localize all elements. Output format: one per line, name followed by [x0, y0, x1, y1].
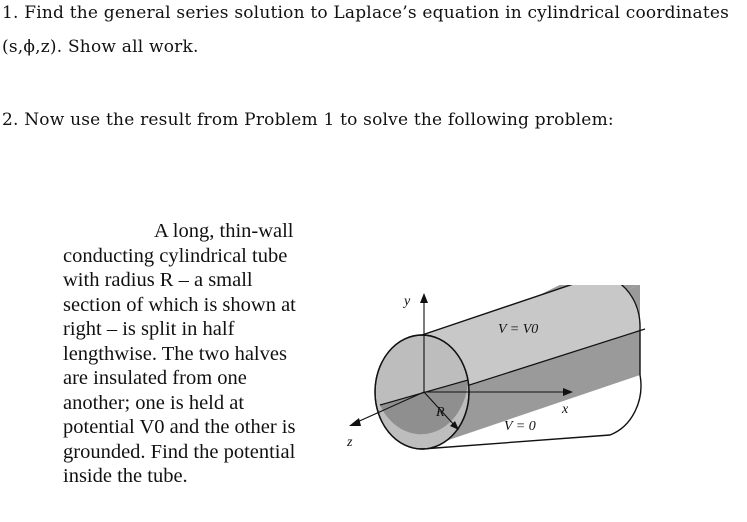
passage-line: inside the tube. [63, 465, 188, 487]
passage-line: are insulated from one [63, 367, 247, 389]
passage-line: section of which is shown at [63, 293, 296, 316]
problem-1-coordinates: (s,ϕ,z). Show all work. [2, 37, 199, 57]
cylinder-figure [340, 285, 740, 465]
top-potential-label: V = V0 [498, 322, 539, 337]
cylinder-diagram [340, 285, 740, 465]
bottom-potential-label: V = 0 [504, 419, 536, 434]
y-axis-arrow [420, 293, 428, 303]
x-axis-label: x [562, 402, 569, 417]
problem-1-statement: 1. Find the general series solution to Laplace’s equation in cylindrical coordinates [2, 3, 730, 23]
problem-passage [63, 219, 353, 489]
passage-line: with radius R – a small [63, 269, 253, 291]
y-axis-label: y [404, 294, 411, 309]
passage-line: grounded. Find the potential [63, 440, 296, 463]
passage-line: another; one is held at [63, 391, 245, 414]
problem-2-statement: 2. Now use the result from Problem 1 to solve the following problem: [2, 110, 614, 130]
z-axis-arrow [349, 418, 361, 426]
z-axis-label: z [347, 435, 353, 450]
passage-line: A long, thin-wall [154, 220, 294, 242]
passage-line: lengthwise. The two halves [63, 342, 287, 365]
passage-line: potential V0 and the other is [63, 416, 296, 438]
radius-label: R [436, 405, 445, 420]
passage-line: right – is split in half [63, 318, 235, 340]
passage-line: conducting cylindrical tube [63, 244, 288, 267]
